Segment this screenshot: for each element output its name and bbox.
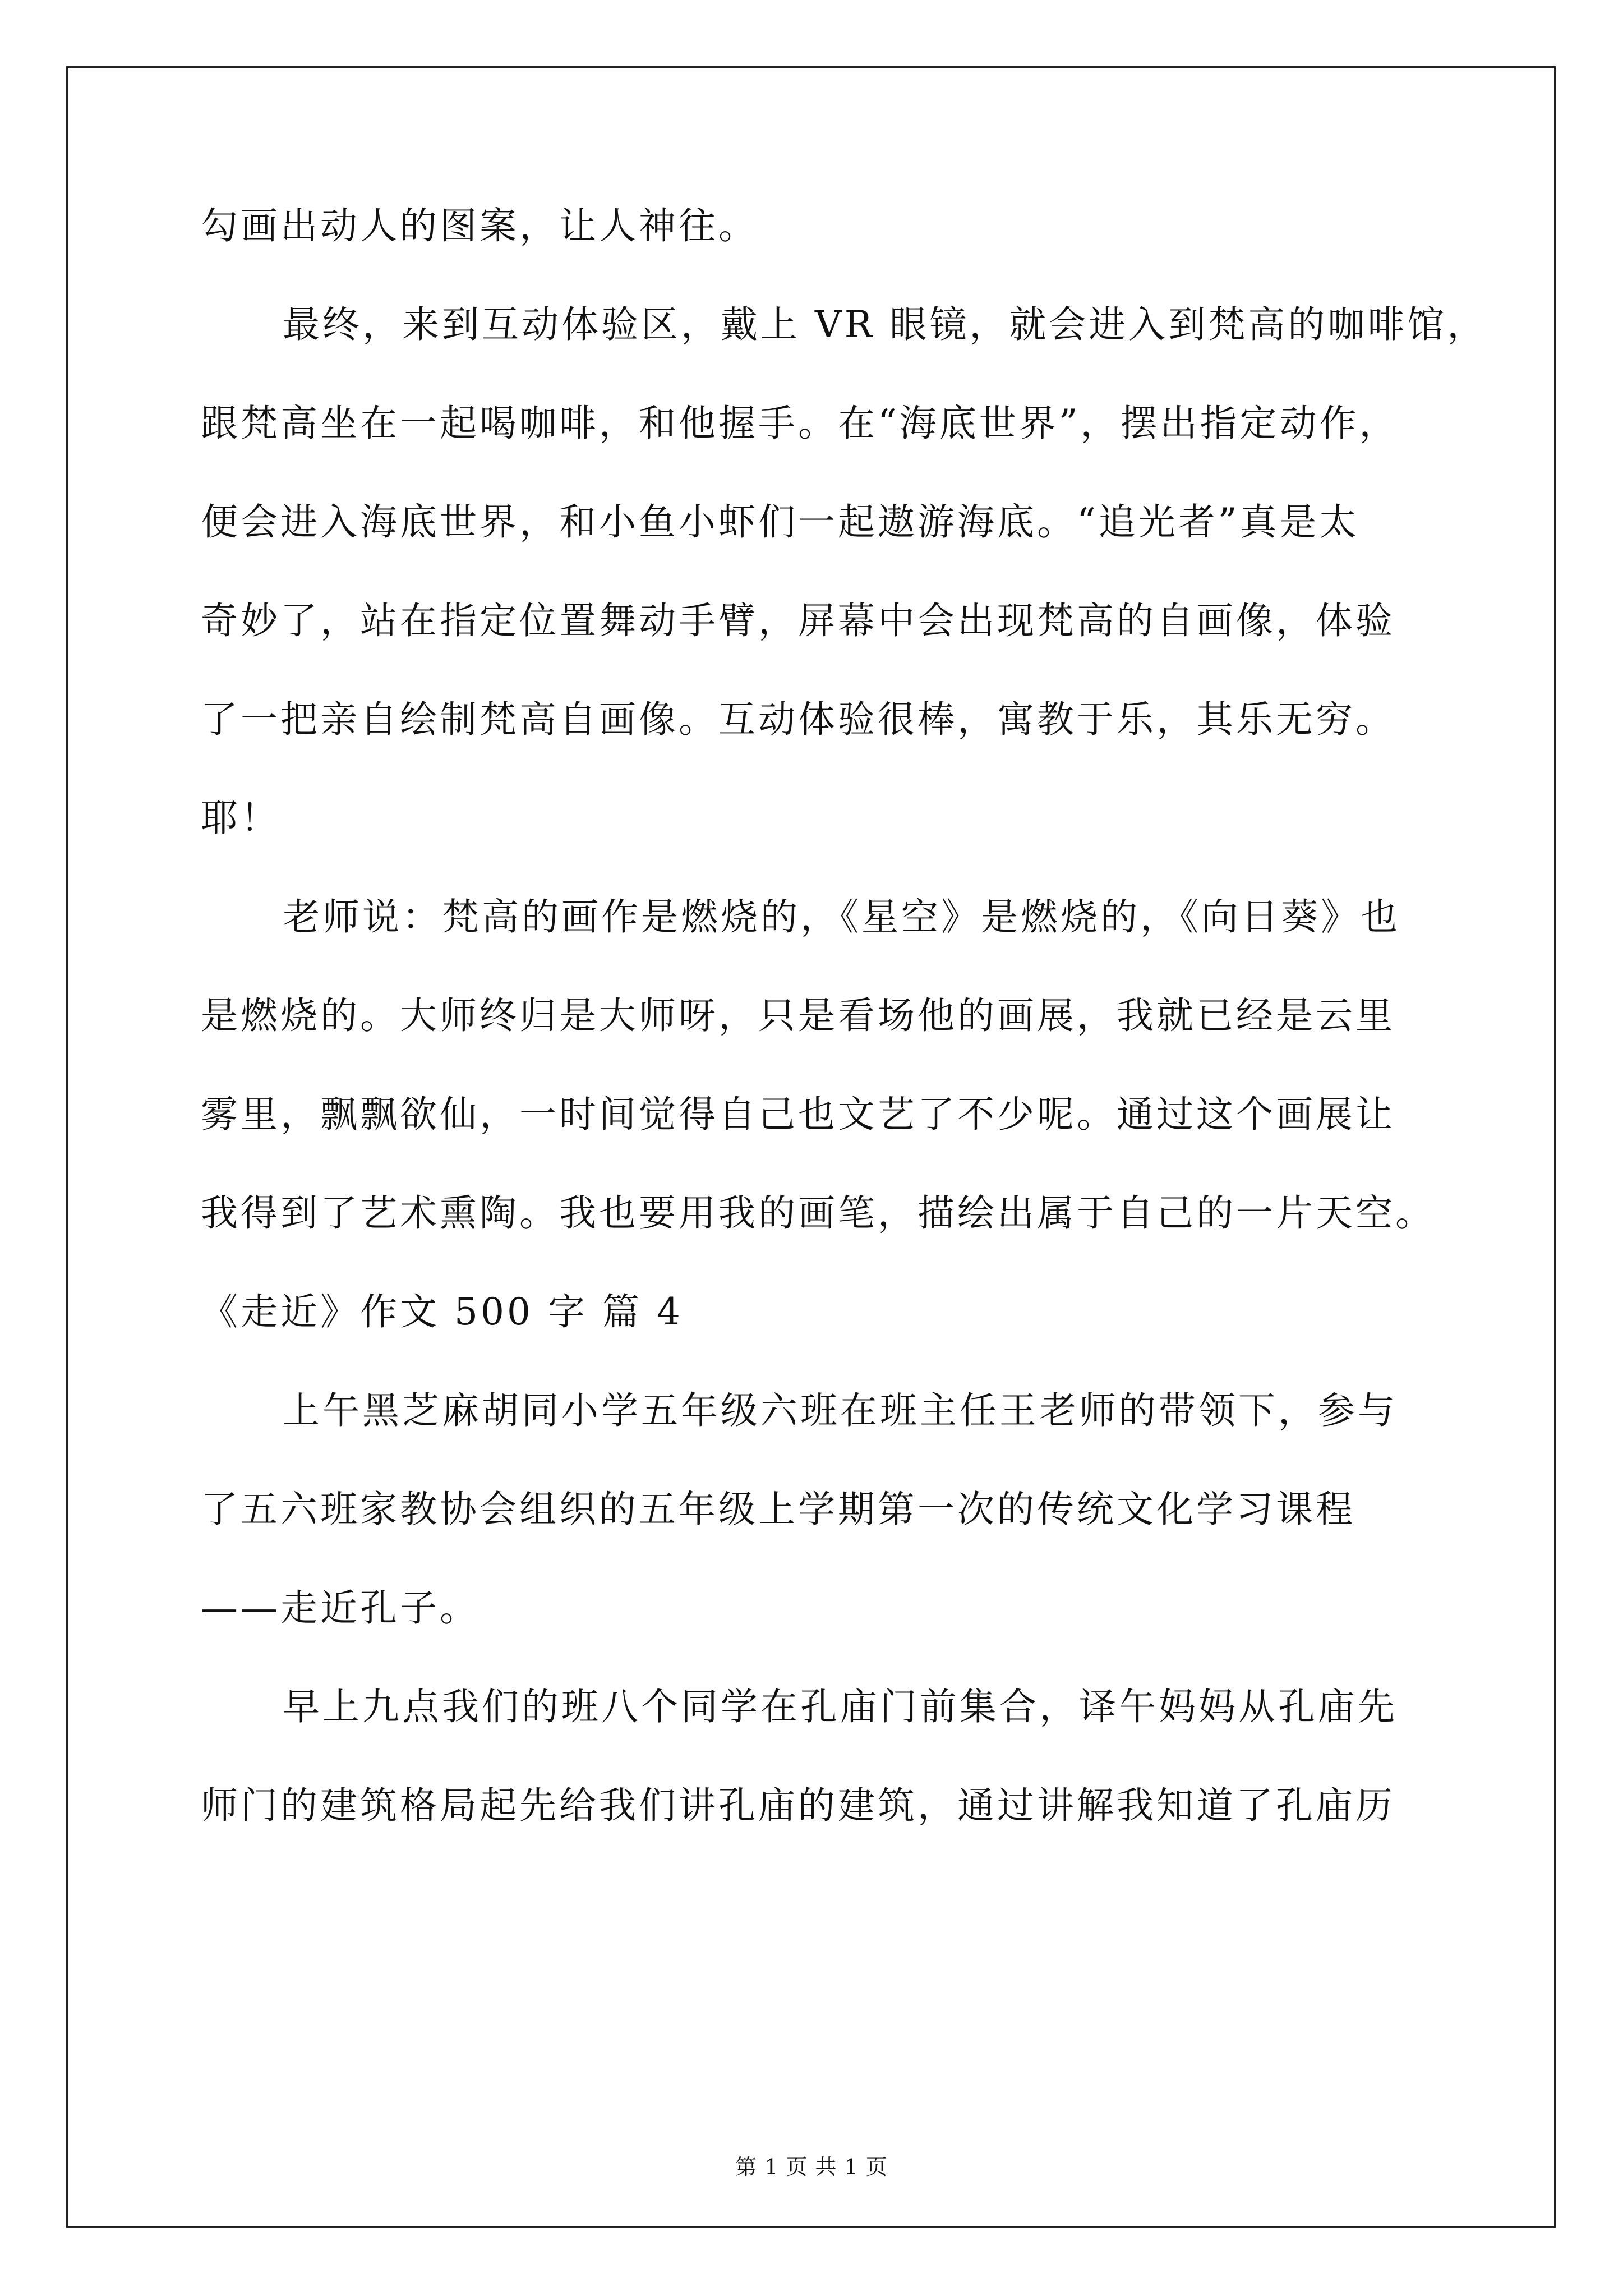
text-line-11: 我得到了艺术熏陶。我也要用我的画笔，描绘出属于自己的一片天空。 (201, 1191, 1435, 1235)
text-line-6: 了一把亲自绘制梵高自画像。互动体验很棒，寓教于乐，其乐无穷。 (201, 698, 1395, 741)
page-border (66, 66, 1556, 2228)
text-line-9: 是燃烧的。大师终归是大师呀，只是看场他的画展，我就已经是云里 (201, 994, 1395, 1037)
text-line-13: 上午黑芝麻胡同小学五年级六班在班主任王老师的带领下，参与 (283, 1389, 1398, 1432)
text-line-10: 雾里，飘飘欲仙，一时间觉得自己也文艺了不少呢。通过这个画展让 (201, 1093, 1395, 1136)
text-line-8: 老师说：梵高的画作是燃烧的，《星空》是燃烧的，《向日葵》也 (283, 895, 1400, 938)
page-footer: 第 1 页 共 1 页 (735, 2155, 888, 2179)
text-line-17: 师门的建筑格局起先给我们讲孔庙的建筑，通过讲解我知道了孔庙历 (201, 1784, 1395, 1827)
text-line-2: 最终，来到互动体验区，戴上 VR 眼镜，就会进入到梵高的咖啡馆， (283, 303, 1487, 346)
text-line-5: 奇妙了，站在指定位置舞动手臂，屏幕中会出现梵高的自画像，体验 (201, 599, 1395, 642)
text-line-1: 勾画出动人的图案，让人神往。 (201, 204, 758, 247)
text-line-3: 跟梵高坐在一起喝咖啡，和他握手。在“海底世界”，摆出指定动作， (201, 402, 1399, 445)
text-line-4: 便会进入海底世界，和小鱼小虾们一起遨游海底。“追光者”真是太 (201, 500, 1359, 544)
text-line-16: 早上九点我们的班八个同学在孔庙门前集合，译午妈妈从孔庙先 (283, 1685, 1398, 1728)
text-line-14: 了五六班家教协会组织的五年级上学期第一次的传统文化学习课程 (201, 1488, 1355, 1531)
text-line-15: ——走近孔子。 (201, 1586, 479, 1630)
text-line-7: 耶！ (201, 797, 280, 840)
section-heading: 《走近》作文 500 字 篇 4 (201, 1290, 683, 1333)
